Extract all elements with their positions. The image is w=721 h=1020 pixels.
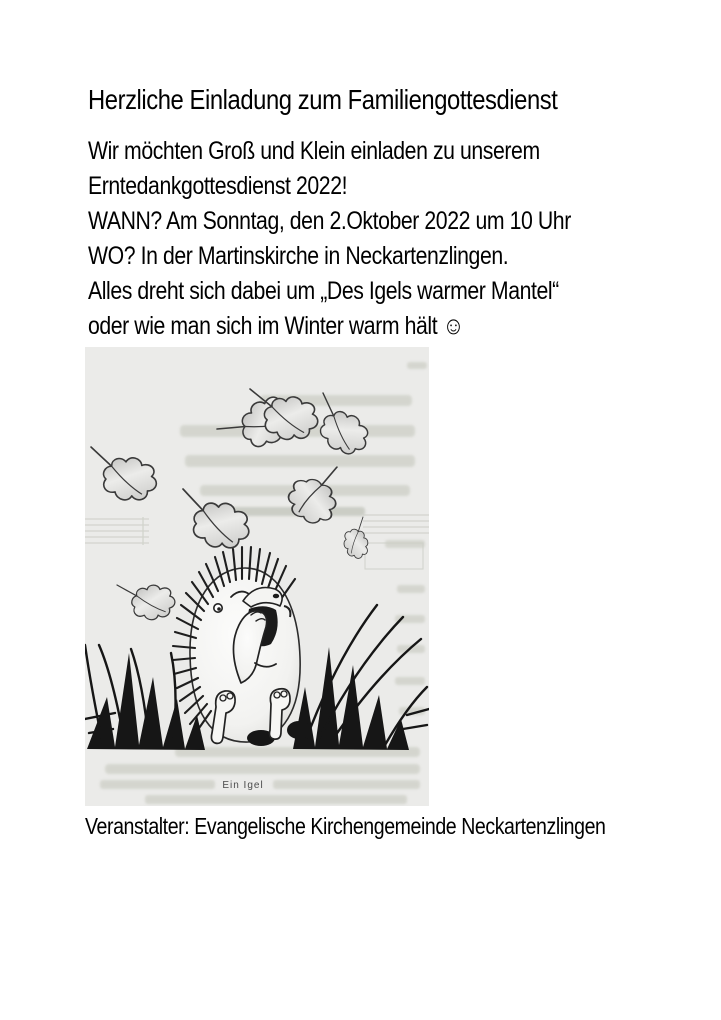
body-line-1: Wir möchten Groß und Klein einladen zu unserem (88, 137, 540, 165)
body-line-4-wo: WO? In der Martinskirche in Neckartenzlingen. (88, 242, 509, 270)
grass-shadow-right (287, 721, 311, 739)
hedgehog-nose (273, 594, 279, 599)
hedgehog-pupil (217, 607, 221, 611)
body-line-2: Erntedankgottesdienst 2022! (88, 172, 348, 200)
image-caption: Ein Igel (222, 780, 264, 791)
body-line-3-wann: WANN? Am Sonntag, den 2.Oktober 2022 um 10 Uhr (88, 207, 571, 235)
footer-organizer-line: Veranstalter: Evangelische Kirchengemeinde Neckartenzlingen (85, 813, 606, 839)
body-line-5-thema: Alles dreht sich dabei um „Des Igels warmer Mantel“ (88, 277, 559, 305)
hedgehog-scan-image (85, 347, 429, 806)
body-line-6-smiley: oder wie man sich im Winter warm hält ☺ (88, 312, 464, 340)
page-title: Herzliche Einladung zum Familiengottesdienst (88, 84, 558, 115)
